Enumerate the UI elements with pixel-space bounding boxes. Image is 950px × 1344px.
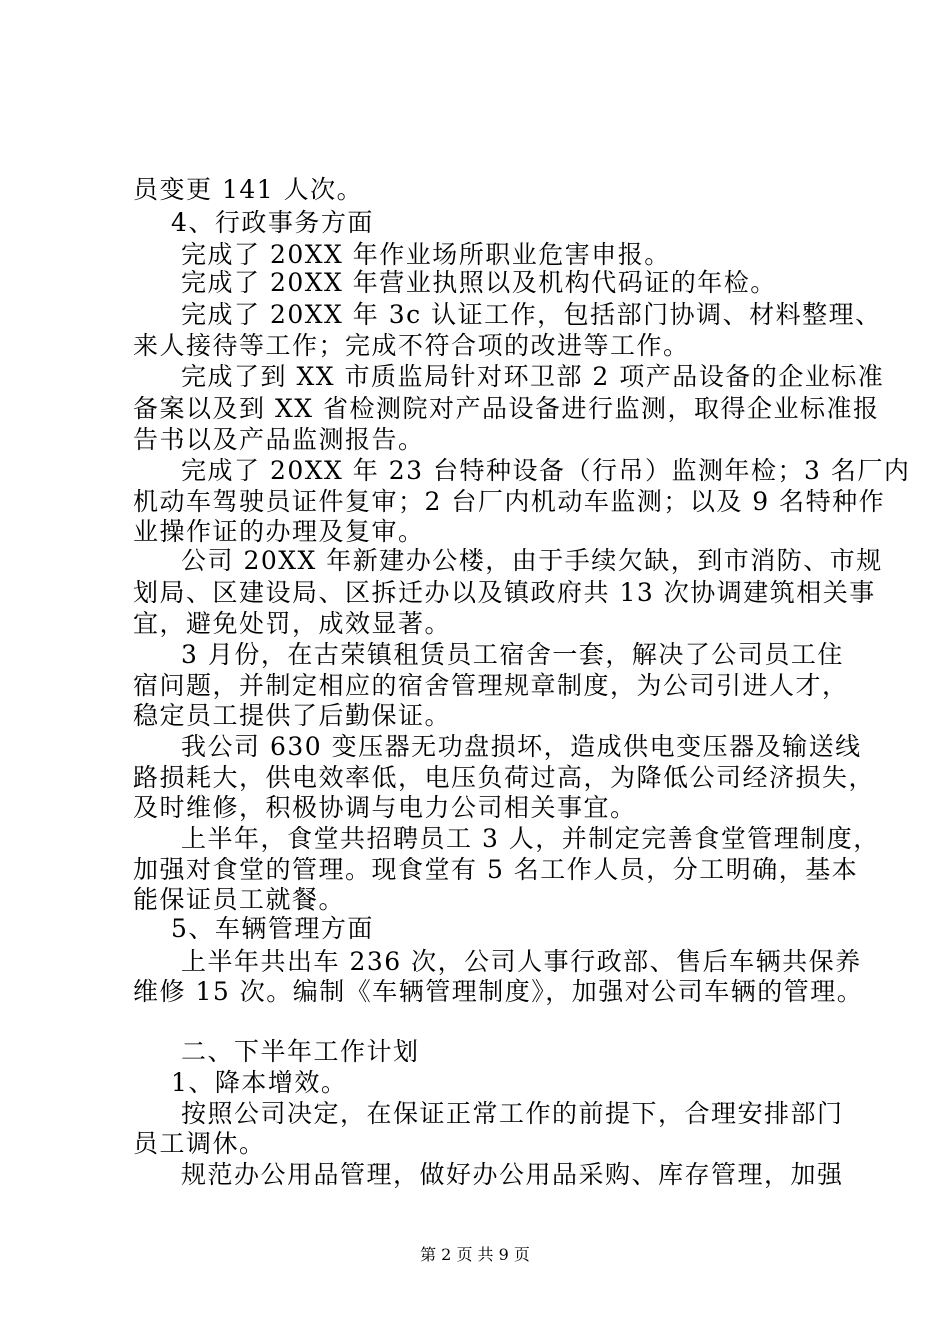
paragraph-line: 维修 15 次。编制《车辆管理制度》，加强对公司车辆的管理。	[133, 977, 864, 1006]
paragraph-line: 公司 20XX 年新建办公楼，由于手续欠缺，到市消防、市规	[181, 546, 883, 575]
paragraph-line: 路损耗大，供电效率低，电压负荷过高，为降低公司经济损失，	[133, 763, 876, 792]
section-heading: 二、下半年工作计划	[181, 1037, 420, 1066]
paragraph-line: 员变更 141 人次。	[133, 175, 364, 204]
paragraph-line: 上半年，食堂共招聘员工 3 人，并制定完善食堂管理制度，	[181, 824, 880, 853]
section-heading: 5、车辆管理方面	[171, 914, 374, 943]
paragraph-line: 完成了 20XX 年 23 台特种设备（行吊）监测年检；3 名厂内	[181, 456, 911, 485]
paragraph-line: 完成了 20XX 年作业场所职业危害申报。	[181, 240, 671, 269]
paragraph-line: 完成了到 XX 市质监局针对环卫部 2 项产品设备的企业标准	[181, 362, 885, 391]
paragraph-line: 3 月份，在古荣镇租赁员工宿舍一套，解决了公司员工住	[181, 640, 844, 669]
paragraph-line: 及时维修，积极协调与电力公司相关事宜。	[133, 793, 637, 822]
paragraph-line: 备案以及到 XX 省检测院对产品设备进行监测，取得企业标准报	[133, 394, 880, 423]
paragraph-line: 划局、区建设局、区拆迁办以及镇政府共 13 次协调建筑相关事	[133, 578, 876, 607]
paragraph-line: 员工调休。	[133, 1129, 266, 1158]
paragraph-line: 加强对食堂的管理。现食堂有 5 名工作人员，分工明确，基本	[133, 855, 859, 884]
paragraph-line: 稳定员工提供了后勤保证。	[133, 701, 452, 730]
paragraph-line: 完成了 20XX 年营业执照以及机构代码证的年检。	[181, 268, 777, 297]
section-heading: 1、降本增效。	[171, 1068, 348, 1097]
paragraph-line: 来人接待等工作；完成不符合项的改进等工作。	[133, 331, 690, 360]
paragraph-line: 业操作证的办理及复审。	[133, 517, 425, 546]
paragraph-line: 能保证员工就餐。	[133, 885, 346, 914]
paragraph-line: 按照公司决定，在保证正常工作的前提下，合理安排部门	[181, 1099, 844, 1128]
paragraph-line: 完成了 20XX 年 3c 认证工作，包括部门协调、材料整理、	[181, 300, 882, 329]
paragraph-line: 上半年共出车 236 次，公司人事行政部、售后车辆共保养	[181, 947, 862, 976]
paragraph-line: 我公司 630 变压器无功盘损坏，造成供电变压器及输送线	[181, 732, 862, 761]
paragraph-line: 宜，避免处罚，成效显著。	[133, 609, 452, 638]
section-heading: 4、行政事务方面	[171, 208, 374, 237]
paragraph-line: 宿问题，并制定相应的宿舍管理规章制度，为公司引进人才，	[133, 671, 849, 700]
page-footer: 第 2 页 共 9 页	[420, 1245, 530, 1264]
paragraph-line: 规范办公用品管理，做好办公用品采购、库存管理，加强	[181, 1160, 844, 1189]
paragraph-line: 告书以及产品监测报告。	[133, 425, 425, 454]
paragraph-line: 机动车驾驶员证件复审；2 台厂内机动车监测；以及 9 名特种作	[133, 487, 886, 516]
